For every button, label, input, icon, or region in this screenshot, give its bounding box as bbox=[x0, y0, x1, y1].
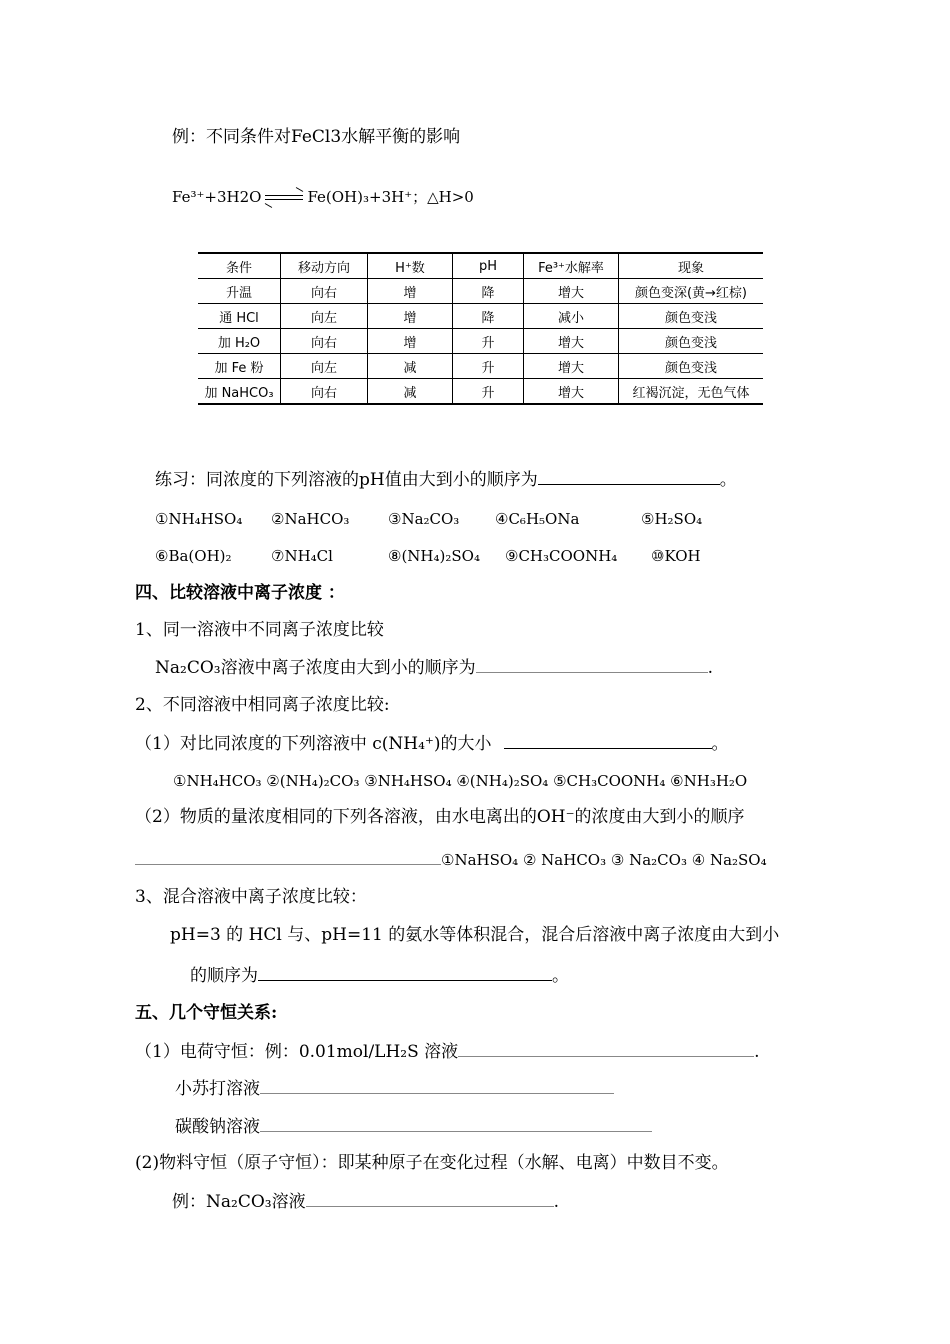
table-cell: 降 bbox=[453, 279, 524, 304]
question-end: 。 bbox=[552, 966, 569, 986]
table-cell: 升 bbox=[453, 379, 524, 405]
answer-blank[interactable] bbox=[260, 1077, 614, 1094]
table-cell: 加 Fe 粉 bbox=[198, 354, 281, 379]
question-end: . bbox=[754, 1042, 760, 1062]
table-cell: 升 bbox=[453, 354, 524, 379]
answer-blank[interactable] bbox=[135, 848, 441, 865]
practice-prompt bbox=[155, 468, 737, 491]
section-5-q2: (2)物料守恒（原子守恒）：即某种原子在变化过程（水解、电离）中数目不变。 bbox=[135, 1153, 729, 1173]
table-cell: 增大 bbox=[524, 379, 619, 405]
table-header: H⁺数 bbox=[368, 253, 453, 279]
section-4-1-title: 1、同一溶液中不同离子浓度比较 bbox=[135, 620, 384, 640]
section-4-2-q2: （2）物质的量浓度相同的下列各溶液，由水电离出的OH⁻的浓度由大到小的顺序 bbox=[135, 807, 745, 827]
practice-item: ③Na₂CO₃ bbox=[388, 510, 460, 528]
practice-item: ④C₆H₅ONa bbox=[495, 510, 580, 528]
table-row bbox=[198, 379, 763, 405]
table-cell: 增大 bbox=[524, 279, 619, 304]
practice-item: ⑤H₂SO₄ bbox=[641, 510, 703, 528]
question-text: （1）对比同浓度的下列溶液中 c(NH₄⁺)的大小 bbox=[135, 734, 492, 754]
section-4-3-line1: pH=3 的 HCl 与、pH=11 的氨水等体积混合，混合后溶液中离子浓度由大到小 bbox=[170, 925, 780, 945]
table-cell: 向右 bbox=[281, 329, 368, 354]
table-cell: 增 bbox=[368, 304, 453, 329]
table-cell: 减 bbox=[368, 354, 453, 379]
table-row bbox=[198, 354, 763, 379]
question-text: 碳酸钠溶液 bbox=[175, 1117, 260, 1137]
answer-blank[interactable] bbox=[458, 1040, 754, 1057]
table-header: 移动方向 bbox=[281, 253, 368, 279]
table-cell: 增大 bbox=[524, 354, 619, 379]
section-5-q1-a bbox=[175, 1077, 614, 1100]
section-4-3-line2 bbox=[190, 964, 569, 987]
table-cell: 颜色变深(黄→红棕) bbox=[619, 279, 764, 304]
question-text: 例：Na₂CO₃溶液 bbox=[172, 1192, 306, 1212]
question-text: Na₂CO₃溶液中离子浓度由大到小的顺序为 bbox=[155, 658, 476, 678]
table-cell: 减 bbox=[368, 379, 453, 405]
table-cell: 颜色变浅 bbox=[619, 304, 764, 329]
section-5-q1-b bbox=[175, 1115, 652, 1138]
section-4-1-question bbox=[155, 656, 713, 679]
table-cell: 向右 bbox=[281, 379, 368, 405]
table-cell: 减小 bbox=[524, 304, 619, 329]
practice-prompt-text: 练习：同浓度的下列溶液的pH值由大到小的顺序为 bbox=[155, 470, 538, 490]
hydrolysis-equation bbox=[172, 186, 474, 208]
answer-blank[interactable] bbox=[538, 468, 720, 485]
table-cell: 增大 bbox=[524, 329, 619, 354]
question-text: （1）电荷守恒：例：0.01mol/LH₂S 溶液 bbox=[135, 1042, 459, 1062]
question-text: 的顺序为 bbox=[190, 966, 258, 986]
section-4-heading: 四、比较溶液中离子浓度 ： bbox=[135, 583, 345, 603]
table-cell: 向左 bbox=[281, 354, 368, 379]
question-end: 。 bbox=[711, 734, 729, 754]
table-row bbox=[198, 304, 763, 329]
practice-item: ⑦NH₄Cl bbox=[271, 547, 333, 565]
table-cell: 颜色变浅 bbox=[619, 329, 764, 354]
answer-blank[interactable] bbox=[306, 1190, 554, 1207]
table-header-row bbox=[198, 253, 763, 279]
table-cell: 升 bbox=[453, 329, 524, 354]
table-header: Fe³⁺水解率 bbox=[524, 253, 619, 279]
section-4-2-q2-answer-line bbox=[135, 848, 767, 871]
table-cell: 通 HCl bbox=[198, 304, 281, 329]
table-header: 条件 bbox=[198, 253, 281, 279]
table-cell: 向左 bbox=[281, 304, 368, 329]
table-cell: 加 NaHCO₃ bbox=[198, 379, 281, 405]
table-row bbox=[198, 279, 763, 304]
question-items: ①NaHSO₄ ② NaHCO₃ ③ Na₂CO₃ ④ Na₂SO₄ bbox=[441, 851, 767, 869]
practice-item: ⑥Ba(OH)₂ bbox=[155, 547, 232, 565]
practice-item: ⑨CH₃COONH₄ bbox=[505, 547, 618, 565]
table-cell: 降 bbox=[453, 304, 524, 329]
table-header: 现象 bbox=[619, 253, 764, 279]
section-4-2-q1-items: ①NH₄HCO₃ ②(NH₄)₂CO₃ ③NH₄HSO₄ ④(NH₄)₂SO₄ ⑤CH₃COONH₄ ⑥NH₃H₂O bbox=[173, 772, 748, 790]
table-cell: 向右 bbox=[281, 279, 368, 304]
table-row bbox=[198, 329, 763, 354]
answer-blank[interactable] bbox=[258, 964, 552, 981]
section-5-q2-example bbox=[172, 1190, 559, 1213]
conditions-table bbox=[198, 252, 763, 405]
practice-item: ⑩KOH bbox=[651, 547, 701, 565]
table-cell: 颜色变浅 bbox=[619, 354, 764, 379]
equation-lhs: Fe³⁺+3H2O bbox=[172, 188, 262, 206]
answer-blank[interactable] bbox=[476, 656, 708, 673]
question-text: 小苏打溶液 bbox=[175, 1079, 260, 1099]
answer-blank[interactable] bbox=[260, 1115, 652, 1132]
practice-item: ②NaHCO₃ bbox=[271, 510, 350, 528]
equation-rhs: Fe(OH)₃+3H⁺；△H>0 bbox=[307, 188, 474, 206]
practice-item: ⑧(NH₄)₂SO₄ bbox=[388, 547, 480, 565]
section-5-heading: 五、几个守恒关系: bbox=[135, 1003, 278, 1023]
table-cell: 升温 bbox=[198, 279, 281, 304]
table-cell: 增 bbox=[368, 279, 453, 304]
section-4-3-title: 3、混合溶液中离子浓度比较： bbox=[135, 887, 367, 907]
question-end: . bbox=[707, 658, 713, 678]
table-header: pH bbox=[453, 253, 524, 279]
table-cell: 增 bbox=[368, 329, 453, 354]
section-5-q1 bbox=[135, 1040, 760, 1063]
example-title: 例：不同条件对FeCl3水解平衡的影响 bbox=[172, 127, 461, 147]
practice-item: ①NH₄HSO₄ bbox=[155, 510, 243, 528]
answer-blank[interactable] bbox=[504, 732, 712, 749]
table-cell: 红褐沉淀，无色气体 bbox=[619, 379, 764, 405]
section-4-2-title: 2、不同溶液中相同离子浓度比较: bbox=[135, 695, 390, 715]
equilibrium-arrow-icon bbox=[265, 193, 303, 203]
practice-end: 。 bbox=[719, 470, 737, 490]
question-end: . bbox=[553, 1192, 559, 1212]
table-cell: 加 H₂O bbox=[198, 329, 281, 354]
section-4-2-q1 bbox=[135, 732, 729, 755]
